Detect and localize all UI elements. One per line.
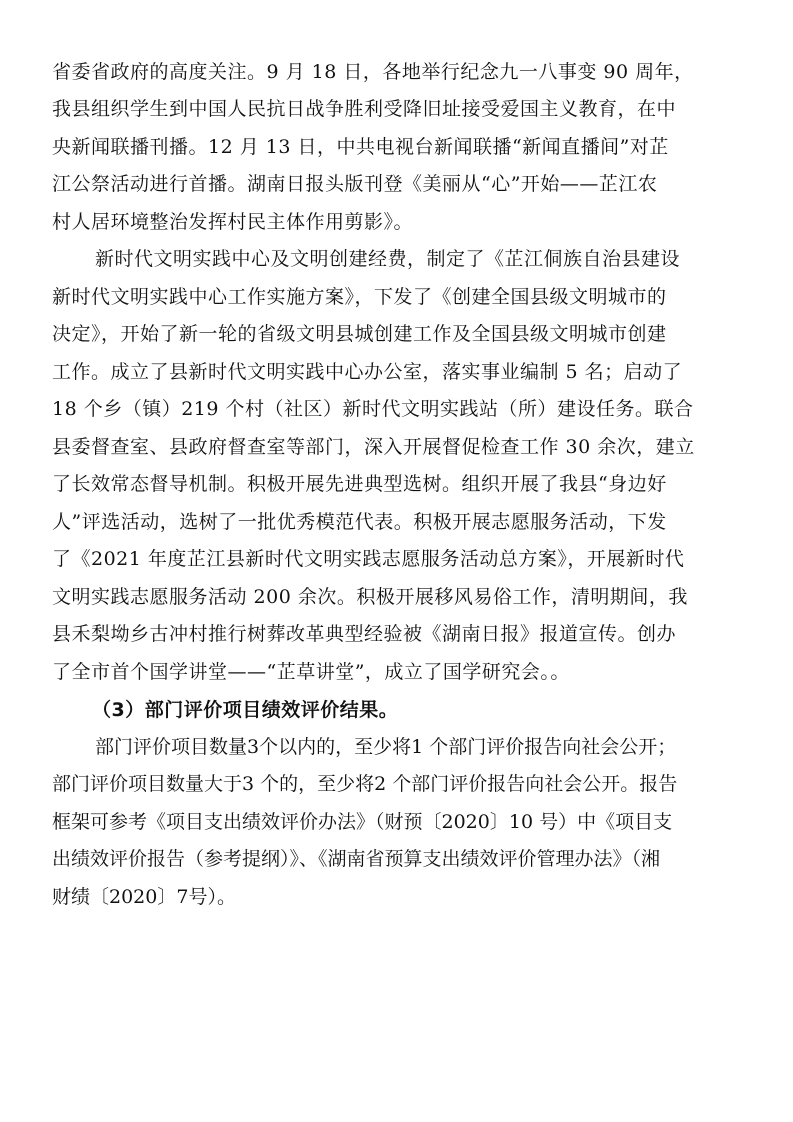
section-heading: （3）部门评价项目绩效评价结果。 bbox=[92, 699, 399, 721]
paragraph-first-line: 新时代文明实践中心及文明创建经费，制定了《芷江侗族自治县建设 bbox=[95, 248, 681, 270]
text-line: 村人居环境整治发挥村民主体作用剪影》。 bbox=[52, 211, 414, 233]
text-line: 了长效常态督导机制。积极开展先进典型选树。组织开展了我县“身边好 bbox=[52, 473, 667, 495]
text-line: 了《2021 年度芷江县新时代文明实践志愿服务活动总方案》，开展新时代 bbox=[52, 548, 685, 570]
text-line: 18 个乡（镇）219 个村（社区）新时代文明实践站（所）建设任务。联合 bbox=[52, 398, 694, 420]
text-line: 我县组织学生到中国人民抗日战争胜利受降旧址接受爱国主义教育，在中 bbox=[52, 98, 677, 120]
text-line: 江公祭活动进行首播。湖南日报头版刊登《美丽从“心”开始——芷江农 bbox=[52, 173, 658, 195]
text-line: 县禾梨坳乡古冲村推行树葬改革典型经验被《湖南日报》报道宣传。创办 bbox=[52, 623, 677, 645]
text-line: 文明实践志愿服务活动 200 余次。积极开展移风易俗工作，清明期间，我 bbox=[52, 586, 688, 608]
text-line: 人”评选活动，选树了一批优秀模范代表。积极开展志愿服务活动，下发 bbox=[52, 511, 667, 533]
text-line: 部门评价项目数量大于3 个的，至少将2 个部门评价报告向社会公开。报告 bbox=[52, 773, 678, 795]
text-line: 央新闻联播刊播。12 月 13 日，中共电视台新闻联播“新闻直播间”对芷 bbox=[52, 136, 669, 158]
text-line: 框架可参考《项目支出绩效评价办法》（财预〔2020〕10 号）中《项目支 bbox=[52, 811, 673, 833]
text-line: 出绩效评价报告（参考提纲）》、《湖南省预算支出绩效评价管理办法》（湘 bbox=[52, 848, 661, 870]
text-line: 新时代文明实践中心工作实施方案》，下发了《创建全国县级文明城市的 bbox=[52, 286, 667, 308]
text-line: 财绩〔2020〕7号）。 bbox=[52, 886, 236, 908]
text-line: 县委督查室、县政府督查室等部门，深入开展督促检查工作 30 余次，建立 bbox=[52, 436, 695, 458]
paragraph-first-line: 部门评价项目数量3个以内的，至少将1 个部门评价报告向社会公开； bbox=[95, 736, 677, 758]
text-line: 工作。成立了县新时代文明实践中心办公室，落实事业编制 5 名；启动了 bbox=[52, 361, 683, 383]
text-line: 了全市首个国学讲堂——“芷草讲堂”，成立了国学研究会。。 bbox=[52, 661, 570, 683]
text-line: 决定》，开始了新一轮的省级文明县城创建工作及全国县级文明城市创建 bbox=[52, 323, 667, 345]
text-line: 省委省政府的高度关注。9 月 18 日，各地举行纪念九一八事变 90 周年， bbox=[52, 61, 694, 83]
